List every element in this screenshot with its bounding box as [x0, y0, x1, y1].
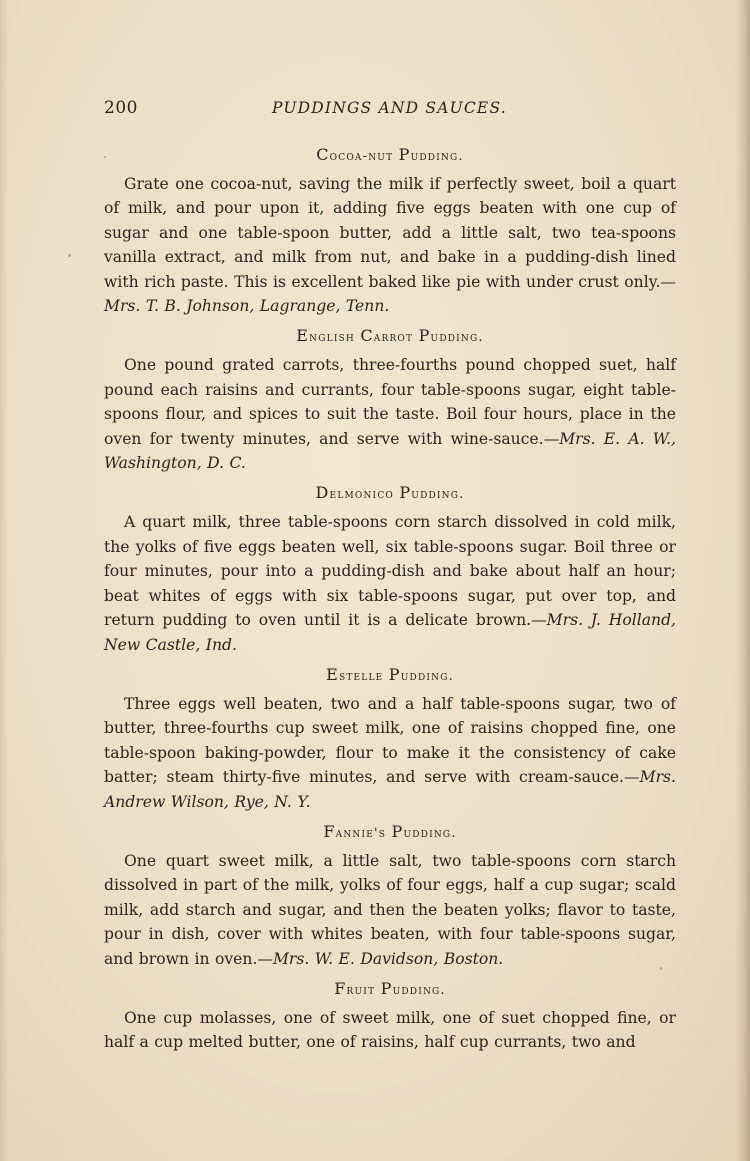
recipe-title: Fruit Pudding.: [334, 978, 446, 998]
recipe-body: [104, 692, 676, 814]
recipe-english-carrot-pudding: [104, 325, 676, 475]
recipe-fannies-pudding: [104, 821, 676, 971]
recipe-title: English Carrot Pudding.: [296, 326, 484, 346]
running-head: PUDDINGS AND SAUCES.: [272, 99, 507, 117]
recipe-title: Estelle Pudding.: [326, 664, 454, 684]
recipe-title: Cocoa-nut Pudding.: [316, 145, 464, 164]
recipe-text: Grate one cocoa-nut, saving the milk if perfectly sweet, boil a quart of milk, and pour upon it, adding five eggs beaten with one cup of sugar and one table-spoon butter, add a little salt, two tea-spoons vanilla extract, and milk from nut, and bake in a pudding-dish lined with rich paste. This is excellent baked like pie with under crust only.: [104, 175, 676, 291]
recipe-attribution: —Mrs. J. Holland, New Castle, Ind.: [104, 611, 677, 654]
recipe-body: [104, 172, 676, 318]
recipe-delmonico-pudding: [104, 482, 676, 656]
page-right-edge: [736, 0, 750, 1161]
page-number: 200: [104, 98, 138, 118]
recipe-cocoa-nut-pudding: [104, 144, 676, 318]
recipe-text: A quart milk, three table-spoons corn starch dissolved in cold milk, the yolks of five eggs beaten well, six table-spoons sugar. Boil three or four minutes, pour into a pudding-dish and bake about half an hour; beat whites of eggs with six table-spoons sugar, put over top, and return pudding to oven until it is a delicate brown.: [104, 513, 676, 630]
recipe-fruit-pudding: [104, 978, 676, 1055]
recipe-body: [104, 1006, 676, 1055]
page-header: [104, 98, 676, 124]
recipe-attribution: —Mrs. E. A. W., Washington, D. C.: [104, 429, 676, 473]
recipe-attribution: —Mrs. T. B. Johnson, Lagrange, Tenn.: [104, 272, 676, 316]
recipe-body: [104, 849, 676, 971]
recipe-estelle-pudding: [104, 664, 676, 814]
recipe-text: One cup molasses, one of sweet milk, one of suet chopped fine, or half a cup melted butter, one of raisins, half cup currants, two and: [104, 1008, 676, 1052]
recipe-attribution: —Mrs. Andrew Wilson, Rye, N. Y.: [104, 768, 676, 811]
recipe-title: Fannie's Pudding.: [323, 821, 457, 841]
recipe-attribution: —Mrs. W. E. Davidson, Boston.: [257, 949, 504, 968]
page-left-shadow: [0, 0, 8, 1161]
recipe-body: [104, 510, 676, 656]
recipe-text: Three eggs well beaten, two and a half table-spoons sugar, two of butter, three-fourths cup sweet milk, one of raisins chopped fine, one table-spoon baking-powder, flour to make it the consistency of cake batter; steam thirty-five minutes, and serve with cream-sauce.: [104, 694, 676, 787]
page-content: [104, 144, 676, 1062]
recipe-body: [104, 353, 676, 475]
recipe-title: Delmonico Pudding.: [315, 483, 465, 503]
recipe-text: One quart sweet milk, a little salt, two table-spoons corn starch dissolved in part of the milk, yolks of four eggs, half a cup sugar; scald milk, add starch and sugar, and then the beaten yolks; flavor to taste, pour in dish, cover with whites beaten, with four table-spoons sugar, and brown in oven.: [104, 851, 676, 968]
recipe-text: One pound grated carrots, three-fourths pound chopped suet, half pound each raisins and currants, four table-spoons sugar, eight table-spoons flour, and spices to suit the taste. Boil four hours, place in the oven for twenty minutes, and serve with wine-sauce.: [104, 356, 676, 448]
paper-speck: [68, 254, 71, 257]
